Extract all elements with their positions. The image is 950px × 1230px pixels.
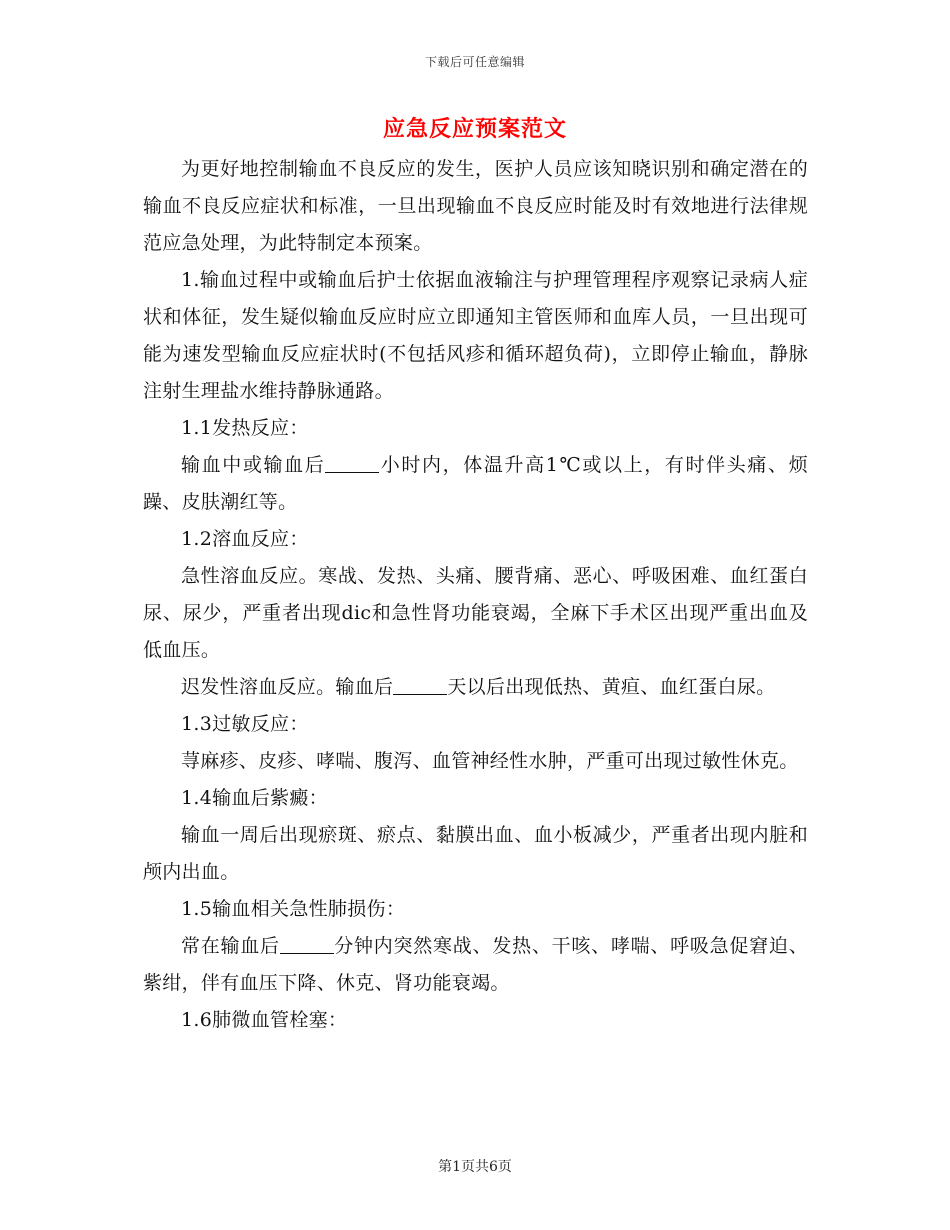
section-1-5-body [143,928,808,1002]
document-body [143,151,808,1039]
text-after-blank: 分钟内突然寒战、发热、干咳、哮喘、呼吸急促窘迫、紫绀，伴有血压下降、休克、肾功能衰竭。 [143,935,808,994]
text-before-blank: 迟发性溶血反应。输血后 [181,676,394,698]
section-1-1-heading: 1.1发热反应： [181,417,309,439]
section-1-3-body: 荨麻疹、皮疹、哮喘、腹泻、血管神经性水肿，严重可出现过敏性休克。 [181,750,799,772]
section-1-4-body: 输血一周后出现瘀斑、瘀点、黏膜出血、血小板减少，严重者出现内脏和颅内出血。 [143,824,808,883]
section-1-5-heading: 1.5输血相关急性肺损伤： [181,898,406,920]
text-before-blank: 输血中或输血后 [181,454,326,476]
document-title: 应急反应预案范文 [382,116,567,142]
section-1-6-heading: 1.6肺微血管栓塞： [181,1009,348,1031]
section-1-3-heading: 1.3过敏反应： [181,713,309,735]
intro-paragraph: 为更好地控制输血不良反应的发生，医护人员应该知晓识别和确定潜在的输血不良反应症状和标准，一旦出现输血不良反应时能及时有效地进行法律规范应急处理，为此特制定本预案。 [143,158,808,254]
section-1-1-body [143,447,808,521]
page-header-note: 下载后可任意编辑 [424,55,525,69]
text-after-blank: 小时内，体温升高1℃或以上，有时伴头痛、烦躁、皮肤潮红等。 [143,454,808,513]
section-1-2-heading: 1.2溶血反应： [181,528,309,550]
fill-in-blank [280,934,334,954]
text-before-blank: 常在输血后 [181,935,280,957]
text-after-blank: 天以后出现低热、黄疸、血红蛋白尿。 [447,676,776,698]
section-1-2-body-acute: 急性溶血反应。寒战、发热、头痛、腰背痛、恶心、呼吸困难、血红蛋白尿、尿少，严重者出现dic和急性肾功能衰竭，全麻下手术区出现严重出血及低血压。 [143,565,808,661]
fill-in-blank [325,453,379,473]
page-number-footer: 第1页共6页 [438,1159,512,1175]
section-1-4-heading: 1.4输血后紫癜： [181,787,328,809]
section-1-2-body-delayed [143,669,808,706]
fill-in-blank [393,675,447,695]
section-1-paragraph: 1.输血过程中或输血后护士依据血液输注与护理管理程序观察记录病人症状和体征，发生疑似输血反应时应立即通知主管医师和血库人员，一旦出现可能为速发型输血反应症状时(不包括风疹和循环超负荷)，立即停止输血，静脉注射生理盐水维持静脉通路。 [143,269,808,402]
